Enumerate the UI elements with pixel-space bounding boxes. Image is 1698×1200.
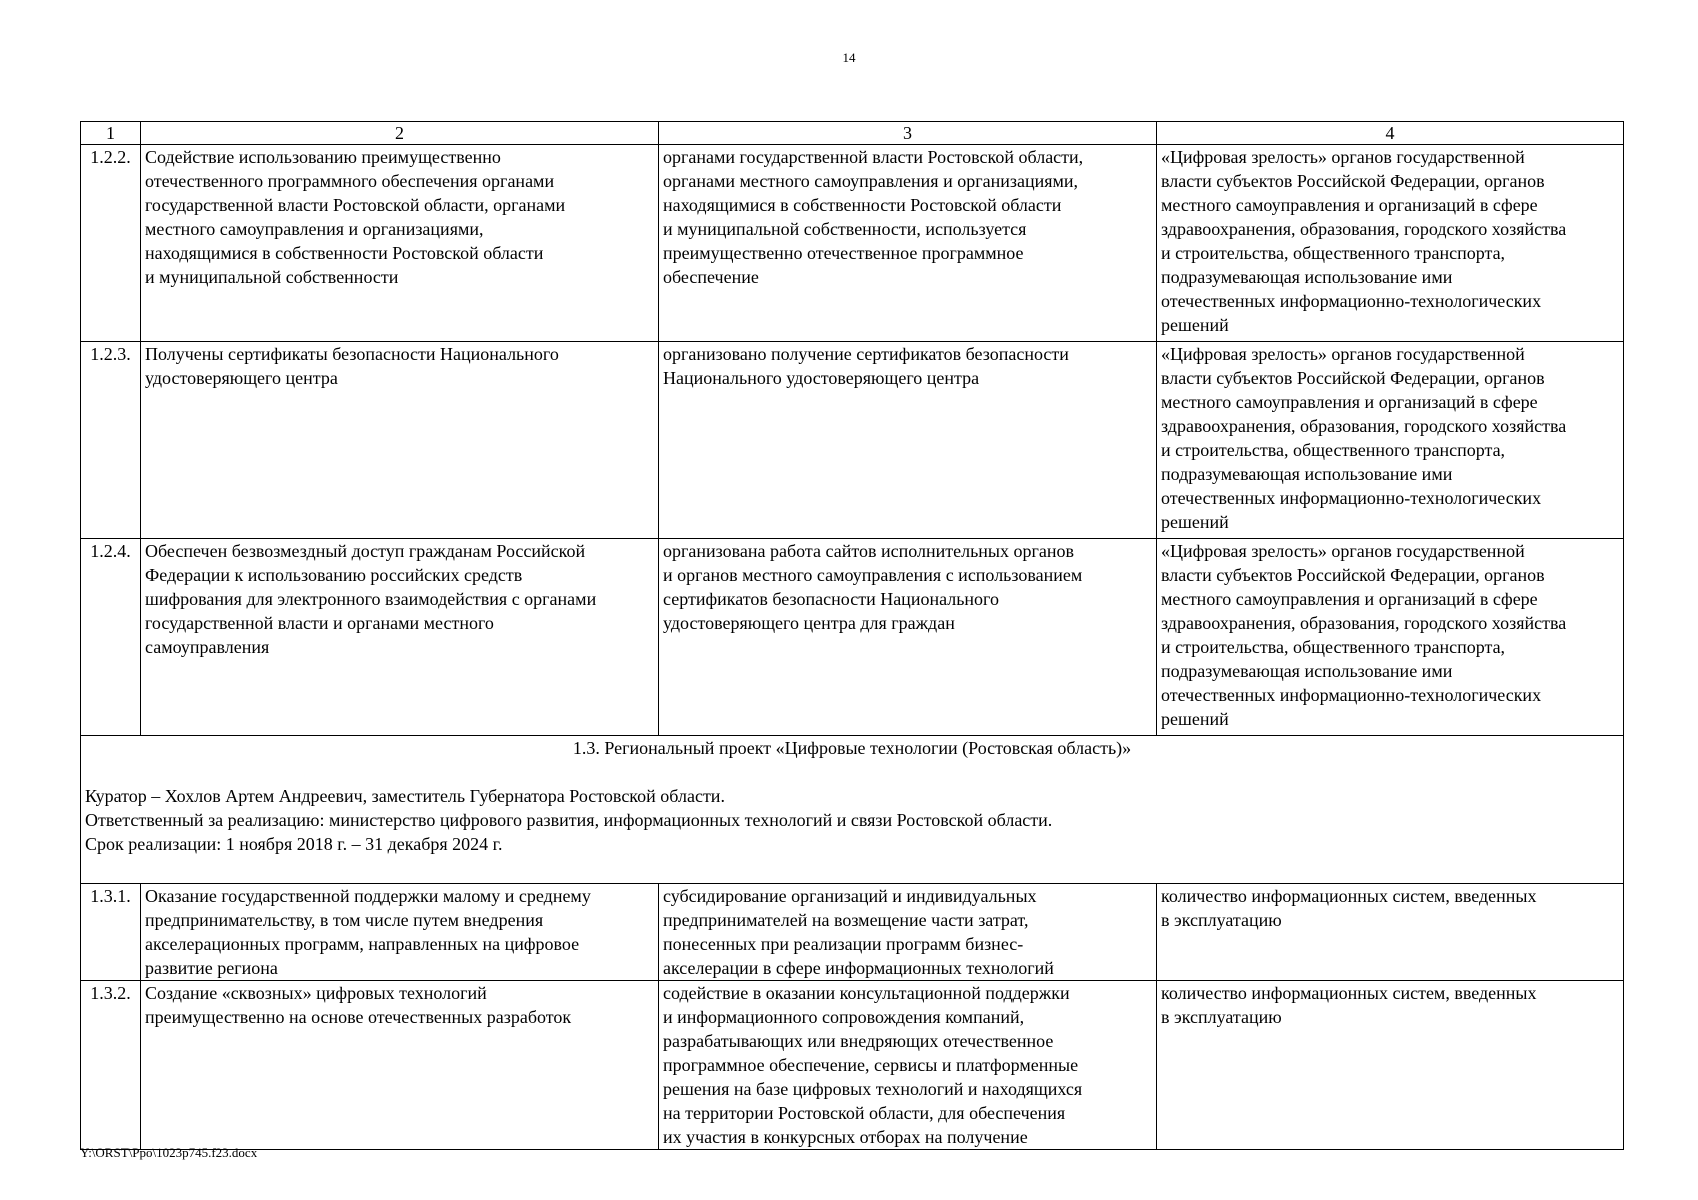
cell-text-line: Содействие использованию преимущественно: [145, 147, 501, 167]
cell-text-line: находящимися в собственности Ростовской области: [145, 243, 544, 263]
event-description: [141, 145, 659, 342]
cell-text-line: подразумевающая использование ими: [1161, 464, 1453, 484]
cell-text-line: подразумевающая использование ими: [1161, 661, 1453, 681]
header-col-4: 4: [1157, 122, 1624, 145]
cell-text-line: власти субъектов Российской Федерации, органов: [1161, 171, 1545, 191]
cell-text-line: и строительства, общественного транспорта,: [1161, 243, 1506, 263]
cell-text-line: и строительства, общественного транспорта,: [1161, 637, 1506, 657]
row-number: 1.2.4.: [81, 539, 141, 736]
cell-text-line: содействие в оказании консультационной поддержки: [663, 983, 1070, 1003]
cell-text-line: здравоохранения, образования, городского хозяйства: [1161, 219, 1567, 239]
cell-text-line: на территории Ростовской области, для обеспечения: [663, 1103, 1066, 1123]
cell-text-line: удостоверяющего центра для граждан: [663, 613, 955, 633]
section-details: [85, 784, 1619, 856]
cell-text-line: отечественных информационно-технологических: [1161, 685, 1542, 705]
event-result: [659, 145, 1157, 342]
indicator-link: [1157, 884, 1624, 981]
cell-text-line: Федерации к использованию российских средств: [145, 565, 523, 585]
cell-text-line: их участия в конкурсных отборах на получение: [663, 1127, 1028, 1147]
cell-text-line: здравоохранения, образования, городского хозяйства: [1161, 613, 1567, 633]
page-number: 14: [842, 50, 856, 65]
cell-text-line: отечественного программного обеспечения органами: [145, 171, 555, 191]
table-row: [81, 539, 1624, 736]
cell-text-line: преимущественно отечественное программное: [663, 243, 1024, 263]
cell-text-line: развитие региона: [145, 958, 278, 978]
event-result: [659, 884, 1157, 981]
cell-text-line: и информационного сопровождения компаний,: [663, 1007, 1025, 1027]
cell-text-line: местного самоуправления и организаций в сфере: [1161, 195, 1538, 215]
row-number: 1.2.3.: [81, 342, 141, 539]
event-description: [141, 884, 659, 981]
cell-text-line: и муниципальной собственности, используется: [663, 219, 1027, 239]
table-row: [81, 342, 1624, 539]
cell-text-line: самоуправления: [145, 637, 270, 657]
program-table: [80, 121, 1624, 1150]
cell-text-line: понесенных при реализации программ бизнес-: [663, 934, 1024, 954]
cell-text-line: акселерационных программ, направленных на цифровое: [145, 934, 580, 954]
cell-text-line: здравоохранения, образования, городского хозяйства: [1161, 416, 1567, 436]
cell-text-line: программное обеспечение, сервисы и платформенные: [663, 1055, 1079, 1075]
cell-text-line: организовано получение сертификатов безопасности: [663, 344, 1069, 364]
cell-text-line: Оказание государственной поддержки малому и среднему: [145, 886, 591, 906]
cell-text-line: местного самоуправления и организаций в сфере: [1161, 392, 1538, 412]
cell-text-line: отечественных информационно-технологических: [1161, 488, 1542, 508]
header-col-3: 3: [659, 122, 1157, 145]
cell-text-line: решений: [1161, 709, 1229, 729]
cell-text-line: сертификатов безопасности Национального: [663, 589, 999, 609]
cell-text-line: субсидирование организаций и индивидуальных: [663, 886, 1037, 906]
cell-text-line: Национального удостоверяющего центра: [663, 368, 980, 388]
cell-text-line: предпринимательству, в том числе путем внедрения: [145, 910, 544, 930]
cell-text-line: количество информационных систем, введенных: [1161, 886, 1537, 906]
cell-text-line: местного самоуправления и организаций в сфере: [1161, 589, 1538, 609]
section-cell: [81, 736, 1624, 884]
section-detail-line: Срок реализации: 1 ноября 2018 г. – 31 декабря 2024 г.: [85, 834, 503, 854]
section-detail-line: Куратор – Хохлов Артем Андреевич, заместитель Губернатора Ростовской области.: [85, 786, 725, 806]
cell-text-line: органами местного самоуправления и организациями,: [663, 171, 1079, 191]
section-row: [81, 736, 1624, 884]
row-number: 1.3.2.: [81, 981, 141, 1150]
footer-file-path: Y:\ORST\Ppo\1023p745.f23.docx: [80, 1145, 258, 1160]
cell-text-line: удостоверяющего центра: [145, 368, 338, 388]
table-row: [81, 884, 1624, 981]
cell-text-line: местного самоуправления и организациями,: [145, 219, 484, 239]
cell-text-line: решений: [1161, 512, 1229, 532]
cell-text-line: власти субъектов Российской Федерации, органов: [1161, 565, 1545, 585]
cell-text-line: подразумевающая использование ими: [1161, 267, 1453, 287]
cell-text-line: организована работа сайтов исполнительных органов: [663, 541, 1075, 561]
cell-text-line: «Цифровая зрелость» органов государственной: [1161, 541, 1525, 561]
cell-text-line: и органов местного самоуправления с использованием: [663, 565, 1083, 585]
event-description: [141, 539, 659, 736]
section-title: 1.3. Региональный проект «Цифровые технологии (Ростовская область)»: [572, 738, 1132, 758]
cell-text-line: решения на базе цифровых технологий и находящихся: [663, 1079, 1083, 1099]
table-header-row: [81, 122, 1624, 145]
row-number: 1.3.1.: [81, 884, 141, 981]
cell-text-line: власти субъектов Российской Федерации, органов: [1161, 368, 1545, 388]
cell-text-line: обеспечение: [663, 267, 759, 287]
cell-text-line: преимущественно на основе отечественных разработок: [145, 1007, 572, 1027]
event-result: [659, 981, 1157, 1150]
table-row: [81, 145, 1624, 342]
cell-text-line: Получены сертификаты безопасности Национального: [145, 344, 559, 364]
row-number: 1.2.2.: [81, 145, 141, 342]
cell-text-line: государственной власти и органами местного: [145, 613, 494, 633]
section-spacer: [85, 760, 1619, 784]
cell-text-line: разрабатывающих или внедряющих отечественное: [663, 1031, 1054, 1051]
cell-text-line: предпринимателей на возмещение части затрат,: [663, 910, 1029, 930]
cell-text-line: отечественных информационно-технологических: [1161, 291, 1542, 311]
cell-text-line: находящимися в собственности Ростовской области: [663, 195, 1062, 215]
event-result: [659, 342, 1157, 539]
cell-text-line: «Цифровая зрелость» органов государственной: [1161, 344, 1525, 364]
cell-text-line: Создание «сквозных» цифровых технологий: [145, 983, 487, 1003]
cell-text-line: количество информационных систем, введенных: [1161, 983, 1537, 1003]
cell-text-line: в эксплуатацию: [1161, 910, 1282, 930]
cell-text-line: решений: [1161, 315, 1229, 335]
table-row: [81, 981, 1624, 1150]
event-description: [141, 981, 659, 1150]
indicator-link: [1157, 539, 1624, 736]
cell-text-line: государственной власти Ростовской области, органами: [145, 195, 566, 215]
cell-text-line: в эксплуатацию: [1161, 1007, 1282, 1027]
section-detail-line: Ответственный за реализацию: министерство цифрового развития, информационных технологий и связи Ростовской области.: [85, 810, 1053, 830]
cell-text-line: Обеспечен безвозмездный доступ гражданам Российской: [145, 541, 586, 561]
event-result: [659, 539, 1157, 736]
cell-text-line: органами государственной власти Ростовской области,: [663, 147, 1084, 167]
header-col-2: 2: [141, 122, 659, 145]
event-description: [141, 342, 659, 539]
indicator-link: [1157, 145, 1624, 342]
cell-text-line: акселерации в сфере информационных технологий: [663, 958, 1054, 978]
header-col-1: 1: [81, 122, 141, 145]
indicator-link: [1157, 981, 1624, 1150]
indicator-link: [1157, 342, 1624, 539]
cell-text-line: и муниципальной собственности: [145, 267, 399, 287]
cell-text-line: и строительства, общественного транспорта,: [1161, 440, 1506, 460]
cell-text-line: шифрования для электронного взаимодействия с органами: [145, 589, 597, 609]
cell-text-line: «Цифровая зрелость» органов государственной: [1161, 147, 1525, 167]
